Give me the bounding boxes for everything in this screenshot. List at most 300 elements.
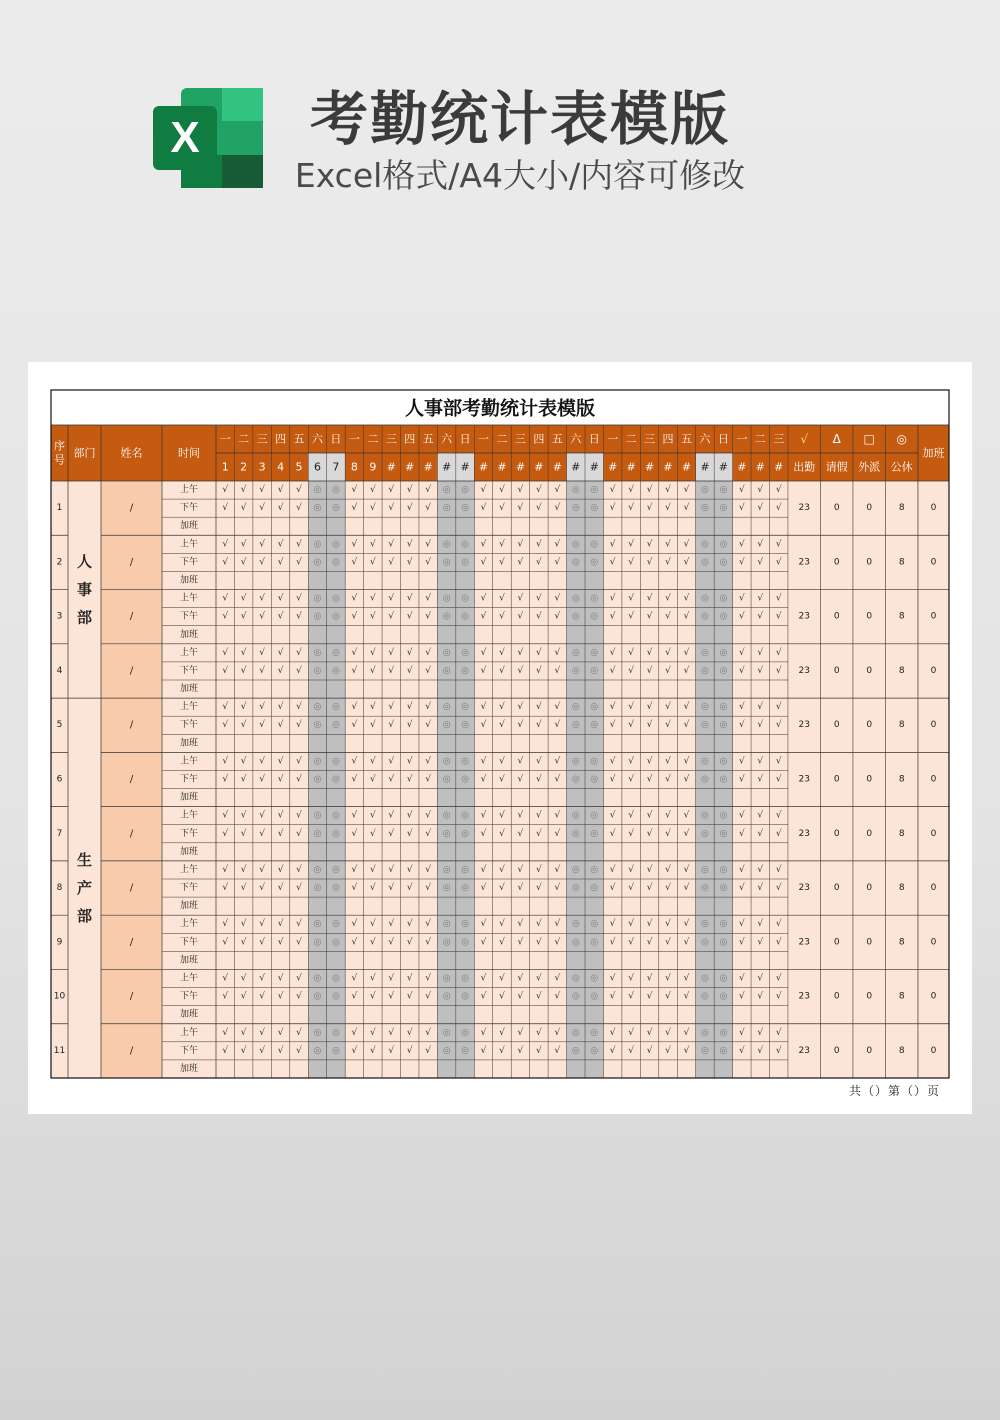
attendance-mark: √ bbox=[406, 774, 413, 785]
rest-mark: ◎ bbox=[590, 883, 599, 894]
rest-mark: ◎ bbox=[313, 919, 322, 930]
attendance-mark: √ bbox=[536, 539, 542, 550]
attendance-mark: √ bbox=[480, 720, 487, 731]
attendance-mark: √ bbox=[775, 1045, 782, 1056]
department-name: 事 bbox=[76, 580, 93, 599]
day-number: # bbox=[700, 460, 710, 474]
attendance-mark: √ bbox=[240, 973, 247, 984]
rest-mark: ◎ bbox=[719, 539, 728, 550]
attendance-mark: √ bbox=[277, 828, 284, 839]
attendance-mark: √ bbox=[351, 973, 358, 984]
weekday-label: 六 bbox=[441, 432, 453, 446]
attendance-mark: √ bbox=[536, 1027, 542, 1038]
attendance-mark: √ bbox=[277, 810, 284, 821]
attendance-mark: √ bbox=[738, 720, 745, 731]
rest-mark: ◎ bbox=[700, 557, 709, 568]
attendance-mark: √ bbox=[738, 919, 745, 930]
department-name: 产 bbox=[76, 879, 93, 898]
header-overtime: 加班 bbox=[922, 446, 945, 460]
rest-mark: ◎ bbox=[461, 883, 470, 894]
attendance-mark: √ bbox=[517, 557, 524, 568]
rest-mark: ◎ bbox=[571, 485, 580, 496]
attendance-mark: √ bbox=[388, 503, 395, 514]
attendance-mark: √ bbox=[499, 774, 505, 785]
attendance-mark: √ bbox=[775, 665, 782, 676]
attendance-mark: √ bbox=[738, 1027, 745, 1038]
rest-mark: ◎ bbox=[331, 937, 340, 948]
attendance-mark: √ bbox=[259, 503, 265, 514]
overtime-value: 0 bbox=[930, 720, 937, 731]
rest-mark: ◎ bbox=[571, 720, 580, 731]
attendance-mark: √ bbox=[240, 647, 247, 658]
overtime-value: 0 bbox=[930, 611, 937, 622]
summary-value: 8 bbox=[898, 774, 905, 785]
rest-mark: ◎ bbox=[461, 593, 470, 604]
attendance-mark: √ bbox=[499, 702, 505, 713]
rest-mark: ◎ bbox=[700, 883, 709, 894]
attendance-mark: √ bbox=[683, 593, 690, 604]
attendance-mark: √ bbox=[517, 919, 524, 930]
rest-mark: ◎ bbox=[461, 503, 470, 514]
summary-value: 23 bbox=[798, 503, 810, 514]
attendance-mark: √ bbox=[665, 503, 671, 514]
attendance-mark: √ bbox=[499, 919, 505, 930]
attendance-mark: √ bbox=[480, 557, 487, 568]
attendance-mark: √ bbox=[609, 937, 616, 948]
overtime-value: 0 bbox=[930, 557, 937, 568]
attendance-mark: √ bbox=[296, 647, 302, 658]
summary-value: 0 bbox=[866, 883, 873, 894]
rest-mark: ◎ bbox=[719, 593, 728, 604]
attendance-mark: √ bbox=[554, 774, 561, 785]
rest-mark: ◎ bbox=[571, 647, 580, 658]
attendance-mark: √ bbox=[222, 557, 229, 568]
attendance-mark: √ bbox=[554, 702, 561, 713]
rest-mark: ◎ bbox=[700, 593, 709, 604]
attendance-mark: √ bbox=[628, 593, 634, 604]
period-label: 上午 bbox=[179, 973, 199, 984]
attendance-mark: √ bbox=[406, 665, 413, 676]
rest-mark: ◎ bbox=[442, 756, 451, 767]
attendance-mark: √ bbox=[554, 557, 561, 568]
attendance-mark: √ bbox=[222, 937, 229, 948]
attendance-mark: √ bbox=[296, 593, 302, 604]
rest-mark: ◎ bbox=[590, 539, 599, 550]
weekday-label: 二 bbox=[367, 432, 379, 446]
rest-mark: ◎ bbox=[571, 1027, 580, 1038]
page-subtitle: Excel格式/A4大小/内容可修改 bbox=[294, 156, 746, 195]
attendance-mark: √ bbox=[665, 1045, 671, 1056]
attendance-mark: √ bbox=[406, 539, 413, 550]
rest-mark: ◎ bbox=[590, 864, 599, 875]
rest-mark: ◎ bbox=[331, 919, 340, 930]
rest-mark: ◎ bbox=[331, 557, 340, 568]
attendance-mark: √ bbox=[388, 539, 395, 550]
attendance-mark: √ bbox=[240, 919, 247, 930]
rest-mark: ◎ bbox=[590, 720, 599, 731]
rest-mark: ◎ bbox=[590, 593, 599, 604]
attendance-mark: √ bbox=[536, 810, 542, 821]
rest-mark: ◎ bbox=[331, 539, 340, 550]
attendance-mark: √ bbox=[628, 828, 634, 839]
attendance-mark: √ bbox=[499, 611, 505, 622]
row-seq: 3 bbox=[56, 611, 63, 622]
overtime-value: 0 bbox=[930, 774, 937, 785]
rest-mark: ◎ bbox=[700, 864, 709, 875]
attendance-mark: √ bbox=[296, 810, 302, 821]
attendance-mark: √ bbox=[628, 557, 634, 568]
weekday-label: 六 bbox=[699, 432, 711, 446]
rest-mark: ◎ bbox=[442, 557, 451, 568]
rest-mark: ◎ bbox=[719, 973, 728, 984]
attendance-mark: √ bbox=[222, 665, 229, 676]
attendance-mark: √ bbox=[388, 810, 395, 821]
rest-mark: ◎ bbox=[719, 774, 728, 785]
rest-mark: ◎ bbox=[590, 991, 599, 1002]
rest-mark: ◎ bbox=[461, 557, 470, 568]
summary-value: 8 bbox=[898, 937, 905, 948]
attendance-mark: √ bbox=[609, 864, 616, 875]
weekday-label: 二 bbox=[238, 432, 250, 446]
attendance-mark: √ bbox=[425, 973, 432, 984]
weekday-label: 三 bbox=[773, 432, 785, 446]
day-number: 1 bbox=[221, 460, 229, 474]
rest-mark: ◎ bbox=[719, 937, 728, 948]
header-seq: 号 bbox=[54, 453, 65, 467]
attendance-mark: √ bbox=[517, 810, 524, 821]
rest-mark: ◎ bbox=[719, 611, 728, 622]
attendance-mark: √ bbox=[757, 1045, 764, 1056]
rest-mark: ◎ bbox=[461, 937, 470, 948]
rest-mark: ◎ bbox=[331, 973, 340, 984]
rest-mark: ◎ bbox=[442, 919, 451, 930]
rest-mark: ◎ bbox=[700, 756, 709, 767]
attendance-mark: √ bbox=[240, 864, 247, 875]
attendance-mark: √ bbox=[628, 919, 634, 930]
attendance-mark: √ bbox=[665, 864, 671, 875]
attendance-mark: √ bbox=[388, 720, 395, 731]
attendance-mark: √ bbox=[554, 485, 561, 496]
attendance-mark: √ bbox=[296, 756, 302, 767]
attendance-mark: √ bbox=[425, 665, 432, 676]
attendance-mark: √ bbox=[609, 774, 616, 785]
day-number: # bbox=[589, 460, 599, 474]
attendance-mark: √ bbox=[554, 828, 561, 839]
attendance-mark: √ bbox=[296, 485, 302, 496]
attendance-mark: √ bbox=[388, 919, 395, 930]
attendance-mark: √ bbox=[222, 919, 229, 930]
summary-value: 8 bbox=[898, 611, 905, 622]
attendance-mark: √ bbox=[369, 702, 376, 713]
attendance-mark: √ bbox=[646, 647, 653, 658]
attendance-mark: √ bbox=[425, 1045, 432, 1056]
attendance-mark: √ bbox=[296, 919, 302, 930]
rest-mark: ◎ bbox=[331, 756, 340, 767]
attendance-mark: √ bbox=[369, 828, 376, 839]
rest-mark: ◎ bbox=[442, 864, 451, 875]
attendance-mark: √ bbox=[406, 1045, 413, 1056]
attendance-mark: √ bbox=[683, 774, 690, 785]
attendance-mark: √ bbox=[388, 1045, 395, 1056]
header-name: 姓名 bbox=[120, 446, 143, 460]
attendance-mark: √ bbox=[775, 774, 782, 785]
attendance-mark: √ bbox=[222, 647, 229, 658]
attendance-mark: √ bbox=[665, 647, 671, 658]
weekday-label: 四 bbox=[404, 432, 416, 446]
attendance-mark: √ bbox=[406, 991, 413, 1002]
attendance-mark: √ bbox=[554, 1027, 561, 1038]
rest-mark: ◎ bbox=[571, 503, 580, 514]
attendance-mark: √ bbox=[425, 702, 432, 713]
row-name: / bbox=[129, 719, 134, 731]
weekday-label: 二 bbox=[754, 432, 766, 446]
rest-mark: ◎ bbox=[313, 665, 322, 676]
attendance-mark: √ bbox=[738, 883, 745, 894]
attendance-mark: √ bbox=[499, 864, 505, 875]
summary-value: 8 bbox=[898, 720, 905, 731]
attendance-mark: √ bbox=[240, 503, 247, 514]
attendance-mark: √ bbox=[665, 973, 671, 984]
attendance-mark: √ bbox=[536, 593, 542, 604]
attendance-mark: √ bbox=[240, 937, 247, 948]
attendance-mark: √ bbox=[517, 611, 524, 622]
rest-mark: ◎ bbox=[590, 1045, 599, 1056]
attendance-mark: √ bbox=[609, 611, 616, 622]
summary-value: 23 bbox=[798, 611, 810, 622]
attendance-mark: √ bbox=[351, 720, 358, 731]
period-label: 上午 bbox=[179, 919, 199, 930]
attendance-mark: √ bbox=[406, 702, 413, 713]
weekday-label: 二 bbox=[496, 432, 508, 446]
rest-mark: ◎ bbox=[719, 647, 728, 658]
attendance-mark: √ bbox=[738, 828, 745, 839]
day-number: # bbox=[718, 460, 728, 474]
rest-mark: ◎ bbox=[571, 665, 580, 676]
attendance-mark: √ bbox=[517, 1045, 524, 1056]
attendance-mark: √ bbox=[277, 647, 284, 658]
rest-mark: ◎ bbox=[700, 539, 709, 550]
attendance-mark: √ bbox=[222, 720, 229, 731]
summary-value: 0 bbox=[866, 557, 873, 568]
rest-mark: ◎ bbox=[571, 557, 580, 568]
period-label: 加班 bbox=[179, 1009, 199, 1020]
attendance-mark: √ bbox=[499, 991, 505, 1002]
summary-label: 出勤 bbox=[793, 460, 816, 474]
attendance-mark: √ bbox=[480, 864, 487, 875]
attendance-mark: √ bbox=[351, 810, 358, 821]
attendance-mark: √ bbox=[222, 991, 229, 1002]
attendance-mark: √ bbox=[738, 647, 745, 658]
overtime-value: 0 bbox=[930, 503, 937, 514]
day-number: 5 bbox=[295, 460, 303, 474]
attendance-mark: √ bbox=[554, 756, 561, 767]
weekday-label: 五 bbox=[422, 432, 434, 446]
attendance-mark: √ bbox=[259, 756, 265, 767]
rest-mark: ◎ bbox=[313, 611, 322, 622]
attendance-mark: √ bbox=[536, 503, 542, 514]
attendance-mark: √ bbox=[369, 1045, 376, 1056]
rest-mark: ◎ bbox=[700, 991, 709, 1002]
attendance-mark: √ bbox=[222, 756, 229, 767]
attendance-mark: √ bbox=[369, 973, 376, 984]
rest-mark: ◎ bbox=[719, 1027, 728, 1038]
weekday-label: 五 bbox=[293, 432, 305, 446]
summary-value: 0 bbox=[866, 665, 873, 676]
rest-mark: ◎ bbox=[442, 883, 451, 894]
attendance-mark: √ bbox=[683, 647, 690, 658]
attendance-mark: √ bbox=[351, 665, 358, 676]
attendance-mark: √ bbox=[517, 647, 524, 658]
period-label: 下午 bbox=[179, 611, 199, 622]
attendance-mark: √ bbox=[683, 937, 690, 948]
attendance-mark: √ bbox=[388, 973, 395, 984]
row-name: / bbox=[129, 828, 134, 840]
attendance-mark: √ bbox=[683, 973, 690, 984]
department-name: 人 bbox=[76, 552, 93, 571]
attendance-mark: √ bbox=[499, 828, 505, 839]
attendance-mark: √ bbox=[738, 991, 745, 1002]
attendance-mark: √ bbox=[554, 720, 561, 731]
rest-mark: ◎ bbox=[700, 611, 709, 622]
attendance-mark: √ bbox=[240, 774, 247, 785]
attendance-mark: √ bbox=[683, 810, 690, 821]
attendance-mark: √ bbox=[738, 702, 745, 713]
attendance-mark: √ bbox=[296, 539, 302, 550]
rest-mark: ◎ bbox=[700, 1027, 709, 1038]
period-label: 加班 bbox=[179, 684, 199, 695]
period-label: 加班 bbox=[179, 955, 199, 966]
rest-mark: ◎ bbox=[700, 485, 709, 496]
attendance-mark: √ bbox=[517, 503, 524, 514]
attendance-mark: √ bbox=[277, 593, 284, 604]
attendance-mark: √ bbox=[425, 720, 432, 731]
attendance-mark: √ bbox=[296, 774, 302, 785]
attendance-mark: √ bbox=[683, 919, 690, 930]
attendance-mark: √ bbox=[683, 503, 690, 514]
department-name: 生 bbox=[76, 851, 93, 870]
attendance-mark: √ bbox=[222, 611, 229, 622]
day-number: # bbox=[608, 460, 618, 474]
attendance-mark: √ bbox=[738, 774, 745, 785]
attendance-mark: √ bbox=[351, 647, 358, 658]
attendance-mark: √ bbox=[369, 919, 376, 930]
attendance-mark: √ bbox=[628, 937, 634, 948]
attendance-mark: √ bbox=[406, 810, 413, 821]
rest-mark: ◎ bbox=[313, 991, 322, 1002]
attendance-mark: √ bbox=[406, 593, 413, 604]
attendance-mark: √ bbox=[425, 557, 432, 568]
attendance-mark: √ bbox=[738, 593, 745, 604]
rest-mark: ◎ bbox=[700, 774, 709, 785]
attendance-mark: √ bbox=[738, 539, 745, 550]
attendance-mark: √ bbox=[665, 828, 671, 839]
rest-mark: ◎ bbox=[331, 503, 340, 514]
day-number: # bbox=[663, 460, 673, 474]
day-number: # bbox=[423, 460, 433, 474]
attendance-mark: √ bbox=[480, 756, 487, 767]
attendance-mark: √ bbox=[296, 883, 302, 894]
row-seq: 4 bbox=[56, 665, 63, 676]
period-label: 下午 bbox=[179, 937, 199, 948]
attendance-mark: √ bbox=[554, 593, 561, 604]
summary-value: 0 bbox=[833, 774, 840, 785]
rest-mark: ◎ bbox=[313, 720, 322, 731]
rest-mark: ◎ bbox=[331, 883, 340, 894]
attendance-mark: √ bbox=[480, 593, 487, 604]
attendance-mark: √ bbox=[259, 702, 265, 713]
attendance-mark: √ bbox=[536, 611, 542, 622]
attendance-mark: √ bbox=[277, 991, 284, 1002]
attendance-mark: √ bbox=[554, 991, 561, 1002]
attendance-mark: √ bbox=[240, 665, 247, 676]
attendance-mark: √ bbox=[775, 828, 782, 839]
attendance-mark: √ bbox=[277, 665, 284, 676]
attendance-mark: √ bbox=[757, 991, 764, 1002]
overtime-value: 0 bbox=[930, 828, 937, 839]
period-label: 上午 bbox=[179, 539, 199, 550]
attendance-mark: √ bbox=[646, 810, 653, 821]
attendance-mark: √ bbox=[683, 828, 690, 839]
attendance-mark: √ bbox=[259, 774, 265, 785]
attendance-mark: √ bbox=[259, 991, 265, 1002]
weekday-label: 一 bbox=[219, 432, 231, 446]
weekday-label: 四 bbox=[275, 432, 287, 446]
attendance-mark: √ bbox=[388, 864, 395, 875]
attendance-mark: √ bbox=[425, 503, 432, 514]
attendance-mark: √ bbox=[277, 539, 284, 550]
attendance-mark: √ bbox=[775, 557, 782, 568]
attendance-mark: √ bbox=[296, 864, 302, 875]
attendance-mark: √ bbox=[277, 557, 284, 568]
attendance-mark: √ bbox=[757, 810, 764, 821]
row-seq: 6 bbox=[56, 774, 63, 785]
attendance-mark: √ bbox=[222, 1045, 229, 1056]
attendance-mark: √ bbox=[351, 828, 358, 839]
rest-mark: ◎ bbox=[461, 485, 470, 496]
rest-mark: ◎ bbox=[590, 810, 599, 821]
attendance-mark: √ bbox=[240, 557, 247, 568]
period-label: 上午 bbox=[179, 485, 199, 496]
day-number: # bbox=[774, 460, 784, 474]
rest-mark: ◎ bbox=[461, 702, 470, 713]
attendance-mark: √ bbox=[554, 810, 561, 821]
attendance-mark: √ bbox=[628, 702, 634, 713]
summary-value: 23 bbox=[798, 828, 810, 839]
department-name: 部 bbox=[76, 907, 93, 926]
weekday-label: 五 bbox=[680, 432, 692, 446]
rest-mark: ◎ bbox=[331, 810, 340, 821]
rest-mark: ◎ bbox=[719, 991, 728, 1002]
attendance-mark: √ bbox=[536, 864, 542, 875]
attendance-mark: √ bbox=[388, 774, 395, 785]
rest-mark: ◎ bbox=[461, 647, 470, 658]
attendance-mark: √ bbox=[665, 756, 671, 767]
attendance-mark: √ bbox=[222, 503, 229, 514]
attendance-mark: √ bbox=[665, 611, 671, 622]
rest-mark: ◎ bbox=[313, 593, 322, 604]
attendance-mark: √ bbox=[406, 883, 413, 894]
rest-mark: ◎ bbox=[442, 937, 451, 948]
attendance-mark: √ bbox=[665, 1027, 671, 1038]
attendance-mark: √ bbox=[646, 539, 653, 550]
summary-label: 公休 bbox=[890, 460, 913, 474]
attendance-mark: √ bbox=[369, 485, 376, 496]
header-dept: 部门 bbox=[73, 446, 96, 460]
attendance-mark: √ bbox=[240, 539, 247, 550]
summary-value: 0 bbox=[833, 1045, 840, 1056]
attendance-mark: √ bbox=[277, 611, 284, 622]
attendance-mark: √ bbox=[554, 647, 561, 658]
